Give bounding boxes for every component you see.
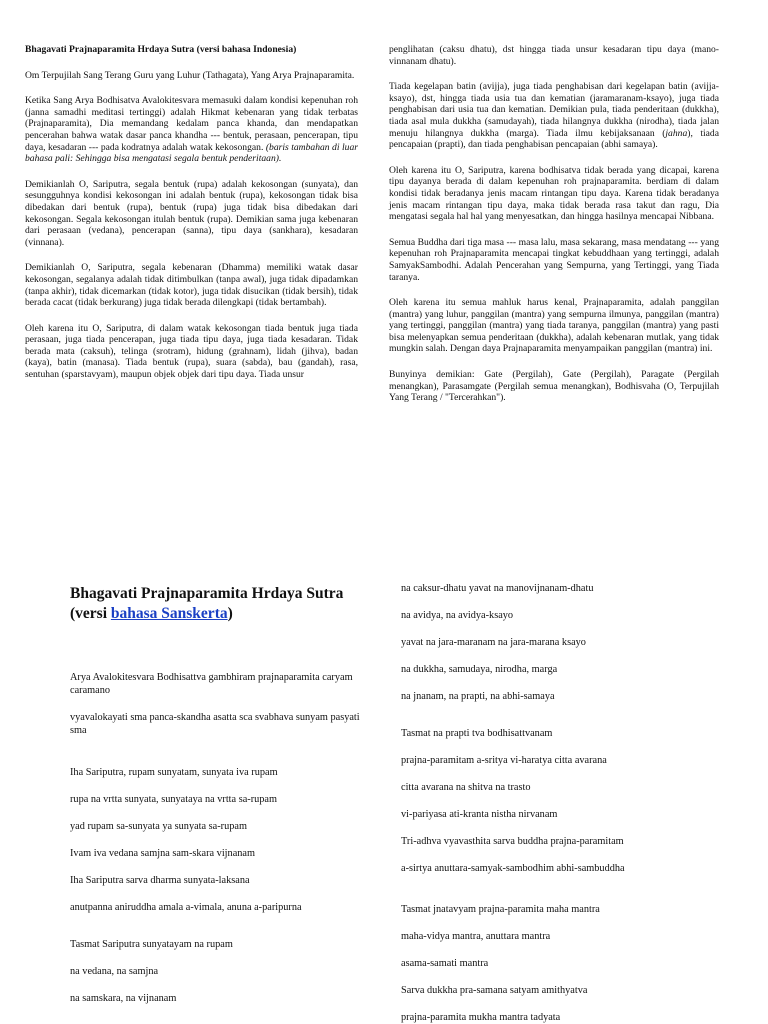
paragraph-dhamma: Demikianlah O, Sariputra, segala kebenaran (Dhamma) memiliki watak dasar kekosongan, segalanya adalah tidak ditimbulkan (tanpa awal), juga tidak dipadamkan (tanpa akhir), tidak dicemarkan (tidak kotor), juga tidak disucikan (tidak bersih), tidak berada cacat (tidak berkurang) juga tidak berada dilengkapi (tidak bertambah).	[25, 262, 358, 309]
sanskrit-title-suffix: )	[227, 605, 233, 622]
sanskrit-line: na dukkha, samudaya, nirodha, marga	[401, 664, 558, 675]
sanskrit-line: anutpanna aniruddha amala a-vimala, anuna a-paripurna	[70, 902, 302, 913]
sanskrit-line: Iha Sariputra, rupam sunyatam, sunyata iva rupam	[70, 767, 278, 778]
sanskrit-line: a-sirtya anuttara-samyak-sambodhim abhi-sambuddha	[401, 863, 625, 874]
sanskrit-language-link[interactable]: bahasa Sanskerta	[110, 605, 228, 622]
sanskrit-title	[70, 584, 370, 624]
sanskrit-line: Arya Avalokitesvara Bodhisattva gambhiram prajnaparamita caryam caramano	[70, 672, 353, 696]
sanskrit-line: prajna-paramitam a-sritya vi-haratya citta avarana	[401, 755, 607, 766]
paragraph-rupa-sunyata: Demikianlah O, Sariputra, segala bentuk (rupa) adalah kekosongan (sunyata), dan sesungguhnya kondisi kekosongan ini adalah bentuk (rupa), kekosongan tidak bisa dibedakan dari bentuk (rupa), bentuk (rupa) juga tidak bisa dibedakan dari kekosongan. Segala kekosongan itulah bentuk (rupa). Demikian sama juga kebenaran dari perasaan (vedana), pencerapan (sanna), tipu daya (sankhara), kesadaran (vinnana).	[25, 178, 358, 248]
avijja-text-before: Tiada kegelapan batin (avijja), juga tiada penghabisan dari kegelapan batin (avijja-ksayo), dst, hingga tiada usia tua dan kematian (jaramaranam-ksayo), juga tiada penghabisan dari usia tua dan kematian. Demikian pula, tiada penderitaan (dukkha), tiada asal mula dukkha (samudayah), tiada hilangnya dukkha (nirodha), tiada jalan menuju hilangnya dukkha (marga). Tiada ilmu kebijaksanaan (	[389, 81, 719, 139]
paragraph-kekosongan: Oleh karena itu O, Sariputra, di dalam watak kekosongan tiada bentuk juga tiada perasaan, juga tiada pencerapan, juga tiada tipu daya, juga tiada kesadaran. Tidak berada mata (caksuh), telinga (srotram), hidung (grahnam), lidah (jihva), badan (kaya), batin (manasa). Tiada bentuk (rupa), suara (sabda), bau (gandah), rasa, sentuhan (sparstavyam), maupun objek objek dari tipu daya. Tiada unsur	[25, 322, 358, 381]
paragraph-avalokitesvara-text: Ketika Sang Arya Bodhisatva Avalokitesvara memasuki dalam kondisi kepenuhan roh (janna samadhi meditasi tertinggi) adalah Hikmat kebenaran yang tidak terbatas (Prajnaparamita), Dia memandang kedalam panca khanda, dan mendapatkan pencerahan bahwa watak dasar panca khandha --- bentuk, perasaan, pencerapan, tipu daya, kesadaran --- pada kodratnya adalah watak kekosongan.	[25, 95, 358, 153]
paragraph-nibbana: Oleh karena itu O, Sariputra, karena bodhisatva tidak berada yang dicapai, karena tipu dayanya berada di dalam kepenuhan roh prajnaparamita. berdiam di dalam kondisi tidak beradanya jenis macam rintangan tipu daya. Karena tidak beradanya jenis macam rintangan tipu daya, maka tidak berada rasa takut dan ragu, Dia mengatasi segala hal hal yang menyesatkan, dan hingga hasilnya mencapai Nibbana.	[389, 164, 719, 223]
paragraph-avijja	[389, 81, 719, 151]
sanskrit-line: yad rupam sa-sunyata ya sunyata sa-rupam	[70, 821, 247, 832]
avijja-italic-word: jahna	[665, 127, 688, 139]
indonesian-right-column	[389, 44, 719, 418]
paragraph-gate: Bunyinya demikian: Gate (Pergilah), Gate (Pergilah), Paragate (Pergilah menangkan), Parasamgate (Pergilah semua menangkan), Bodhisvaha (O, Terpujilah Yang Terang / "Tercerahkan").	[389, 369, 719, 404]
paragraph-buddha-tiga-masa: Semua Buddha dari tiga masa --- masa lalu, masa sekarang, masa mendatang --- yang kepenuhan roh Prajnaparamita mencapai tingkat kebuddhaan yang tertinggi, adalah SamyakSambodhi. Adalah Pencerahan yang Sempurna, yang Tertinggi, yang Tiada taranya.	[389, 236, 719, 283]
sanskrit-line: Tasmat Sariputra sunyatayam na rupam	[70, 939, 233, 950]
italic-note: (baris tambahan di luar bahasa pali: Sehingga bisa mengatasi segala bentuk penderitaan).	[25, 141, 358, 165]
paragraph-avalokitesvara	[25, 95, 358, 165]
indonesian-title: Bhagavati Prajnaparamita Hrdaya Sutra (versi bahasa Indonesia)	[25, 44, 297, 55]
sanskrit-line: na avidya, na avidya-ksayo	[401, 610, 514, 621]
sanskrit-line: Iha Sariputra sarva dharma sunyata-laksana	[70, 875, 250, 886]
sanskrit-line: Ivam iva vedana samjna sam-skara vijnanam	[70, 848, 255, 859]
sanskrit-line: na vedana, na samjna	[70, 966, 159, 977]
sanskrit-line: maha-vidya mantra, anuttara mantra	[401, 931, 551, 942]
sanskrit-line: citta avarana na shitva na trasto	[401, 782, 531, 793]
paragraph-continued: penglihatan (caksu dhatu), dst hingga tiada unsur kesadaran tipu daya (mano-vinnanam dhatu).	[389, 44, 719, 67]
sanskrit-line: Tasmat na prapti tva bodhisattvanam	[401, 728, 553, 739]
sanskrit-line: na jnanam, na prapti, na abhi-samaya	[401, 691, 555, 702]
sanskrit-line: vyavalokayati sma panca-skandha asatta sca svabhava sunyam pasyati sma	[70, 712, 360, 736]
sanskrit-line: prajna-paramita mukha mantra tadyata	[401, 1012, 561, 1023]
sanskrit-line: Tasmat jnatavyam prajna-paramita maha mantra	[401, 904, 600, 915]
sanskrit-line: na samskara, na vijnanam	[70, 993, 177, 1004]
sanskrit-title-prefix: Bhagavati Prajnaparamita Hrdaya Sutra (versi	[70, 585, 344, 622]
sanskrit-line: Tri-adhva vyavasthita sarva buddha prajna-paramitam	[401, 836, 624, 847]
indonesian-left-column	[25, 44, 358, 395]
paragraph-invocation: Om Terpujilah Sang Terang Guru yang Luhur (Tathagata), Yang Arya Prajnaparamita.	[25, 69, 355, 81]
avijja-text-after: ), tiada pencapaian (prapti), dan tiada penghabisan pencapaian (abhi samaya).	[389, 127, 719, 151]
sanskrit-line: Sarva dukkha pra-samana satyam amithyatva	[401, 985, 588, 996]
sanskrit-line: yavat na jara-maranam na jara-marana ksayo	[401, 637, 586, 648]
sanskrit-version-page	[0, 574, 768, 1024]
sanskrit-line: asama-samati mantra	[401, 958, 489, 969]
sanskrit-line: rupa na vrtta sunyata, sunyataya na vrtta sa-rupam	[70, 794, 278, 805]
paragraph-mantra: Oleh karena itu semua mahluk harus kenal, Prajnaparamita, adalah panggilan (mantra) yang luhur, panggilan (mantra) yang sempurna ilmunya, panggilan (mantra) yang tertinggi, panggilan (mantra) yang tiada taranya, panggilan (mantra) yang pasti bisa melenyapkan semua penderitaan (dukkha), adalah kebenaran mutlak, yang tidak mungkin salah. Dengan daya Prajnaparamita menyampaikan panggilan (mantra) ini.	[389, 297, 719, 355]
sanskrit-line: na caksur-dhatu yavat na manovijnanam-dhatu	[401, 583, 594, 594]
sanskrit-line: vi-pariyasa ati-kranta nistha nirvanam	[401, 809, 558, 820]
